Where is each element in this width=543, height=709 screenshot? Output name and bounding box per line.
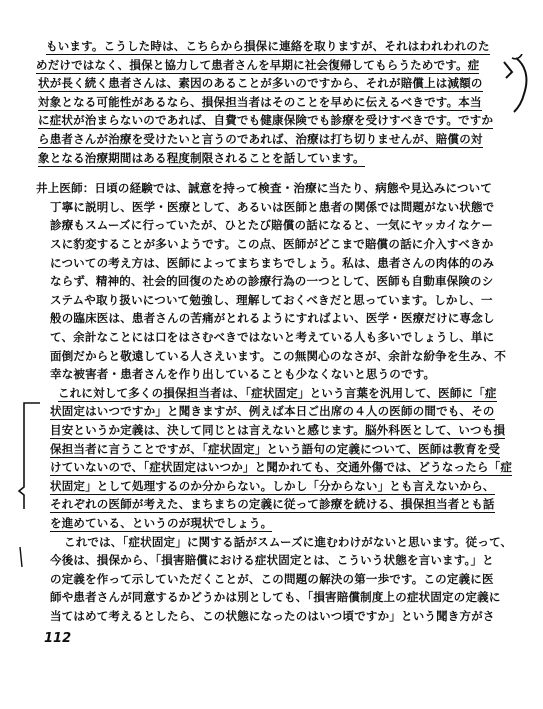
para4-line-5: 当てはめて考えるとしたら、この状態になったのはいつ頃ですか」という聞き方がさ [50,609,495,623]
para1-line-7: 象となる治療期間はある程度制限されることを話しています。 [38,150,365,165]
page-number: 112 [44,630,72,646]
para1-line-1: もいます。こうした時は、こちらから損保に連絡を取りますが、それはわれわれのた [46,39,490,53]
para3-line-4: 保担当者に言うことですが、「症状固定」という語句の定義について、医師は教育を受 [50,441,501,456]
para2-line-6: ならず、精神的、社会的回復のための診療行為の一つとして、医師も自動車保険のシ [50,274,494,289]
para1-line-4: 対象となる可能性があるなら、損保担当者はそのことを早めに伝えるべきです。本当 [38,94,482,109]
para2-line-4: スに豹変することが多いようです。この点、医師がどこまで賠償の話に介入すべきか [50,237,494,251]
para1-line-6: ら患者さんが治療を受けたいと言うのであれば、治療は打ち切りませんが、賠償の対 [38,132,483,146]
para4-line-4: 師や患者さんが同意するかどうかは別としても、「損害賠償制度上の症状固定の定義に [50,590,501,605]
para2-line-9: て、余計なことには口をはさむべきではないと考えている人も多いでしょうし、単に [50,330,495,344]
para1-line-5: に症状が治まらないのであれば、自費でも健康保険でも診療を受けすべきです。ですか [38,113,494,128]
handwritten-bracket-icon [16,399,46,569]
para2-line-1 [36,180,492,196]
para3-line-6: 状固定」として処理するのか分からない。しかし「分からない」とも言えないから、 [50,478,495,493]
para4-line-1-final: これでは、「症状固定」に関する話がスムーズに進むわけがないと思います。従って、 [64,534,513,549]
para2-line-1-text: 日頃の経験では、誠意を持って検査・治療に当たり、病態や見込みについて [94,181,493,196]
para3-line-2: 状固定はいつですか」と聞きますが、例えば本日ご出席の４人の医師の間でも、その [50,404,495,419]
para2-line-8: 般の臨床医は、患者さんの苦痛がとれるようにすればよい、医学・医療だけに専念し [50,311,495,326]
para3-line-3: 目安というか定義は、決して同じとは言えないと感じます。脳外科医として、いつも損 [50,423,506,437]
speaker-label: 井上医師： [36,181,95,196]
para3-line-8: を進めている、というのが現状でしょう。 [50,516,273,530]
para2-line-2: 丁寧に説明し、医学・医療として、あるいは医師と患者の関係では問題がない状態で [50,199,495,214]
para4-line-3: の定義を作って示していただくことが、この問題の解決の第一歩です。この定義に医 [50,571,494,586]
para2-line-10: 面倒だからと敬遠している人さえいます。この無関心のなさが、余計な紛争を生み、不 [50,348,507,363]
para4-line-2: 今後は、損保から、「損害賠償における症状固定とは、こういう状態を言います。」と [50,553,494,568]
para2-line-7: ステムや取り扱いについて勉強し、理解しておくべきだと思っています。しかし、一 [50,292,493,307]
para1-line-2: めだけではなく、損保と協力して患者さんを早期に社会復帰してもらうためです。症 [36,57,480,72]
para2-line-11: 幸な被害者・患者さんを作り出していることも少なくないと思うのです。 [50,367,436,382]
handwritten-check-mark-icon [500,54,534,114]
para3-line-5: けていないので、「症状固定はいつか」と聞かれても、交通外傷では、どうなったら「症 [50,460,513,475]
para3-line-7: それぞれの医師が考えた、まちまちの定義に従って診療を続ける、損保担当者とも話 [50,497,495,512]
para2-line-5: についての考え方は、医師によってまちまちでしょう。私は、患者さんの肉体的のみ [50,255,495,270]
para3-line-1: これに対して多くの損保担当者は、「症状固定」という言葉を汎用して、医師に「症 [58,385,497,400]
para1-line-3: 状が長く続く患者さんは、素因のあることが多いのですから、それが賠償上は減額の [38,76,483,91]
para2-line-3: 診療もスムーズに行っていたが、ひとたび賠償の話になると、一気にヤッカイなケー [50,218,494,233]
